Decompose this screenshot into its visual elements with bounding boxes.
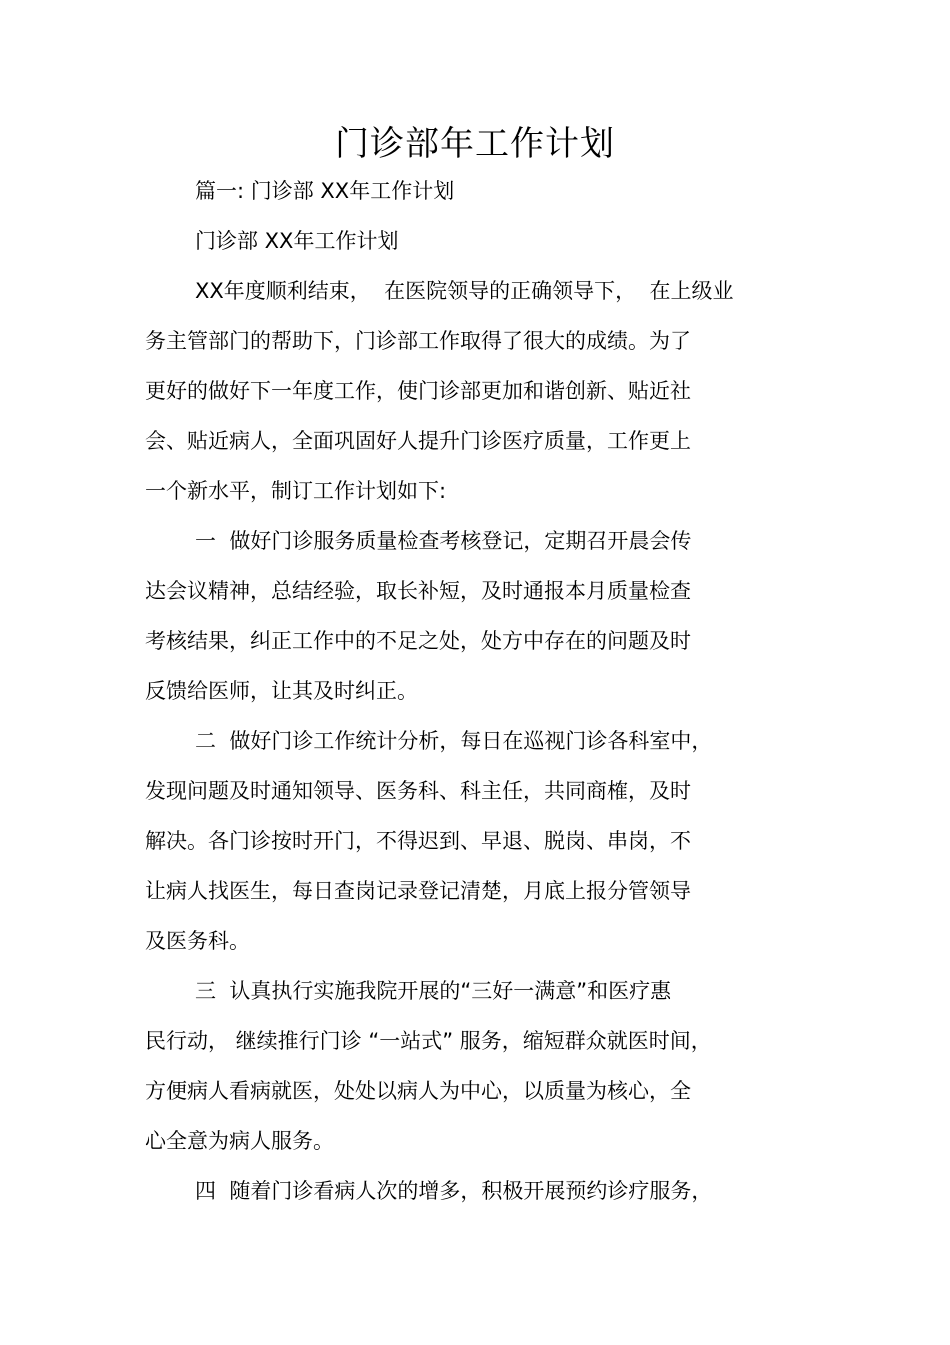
paragraph-line: 考核结果，纠正工作中的不足之处，处方中存在的问题及时 — [145, 629, 691, 653]
paragraph-line: XX年度顺利结束， 在医院领导的正确领导下， 在上级业 — [195, 279, 734, 303]
paragraph-line: 务主管部门的帮助下，门诊部工作取得了很大的成绩。为了 — [145, 329, 691, 353]
paragraph-line: 心全意为病人服务。 — [145, 1129, 334, 1153]
paragraph-line: 二 做好门诊工作统计分析，每日在巡视门诊各科室中， — [195, 729, 713, 753]
paragraph-line: 一 做好门诊服务质量检查考核登记，定期召开晨会传 — [195, 529, 692, 553]
paragraph-line: 会、贴近病人，全面巩固好人提升门诊医疗质量，工作更上 — [145, 429, 691, 453]
subheading: 门诊部 XX年工作计划 — [195, 229, 399, 253]
paragraph-line: 更好的做好下一年度工作，使门诊部更加和谐创新、贴近社 — [145, 379, 691, 403]
section-heading: 篇一: 门诊部 XX年工作计划 — [195, 179, 455, 203]
paragraph-line: 反馈给医师，让其及时纠正。 — [145, 679, 418, 703]
paragraph-line: 发现问题及时通知领导、医务科、科主任，共同商榷，及时 — [145, 779, 691, 803]
paragraph-line: 民行动， 继续推行门诊 “一站式” 服务，缩短群众就医时间， — [145, 1029, 712, 1053]
paragraph-line: 四 随着门诊看病人次的增多，积极开展预约诊疗服务， — [195, 1179, 713, 1203]
paragraph-line: 三 认真执行实施我院开展的“三好一满意”和医疗惠 — [195, 979, 672, 1003]
paragraph-line: 让病人找医生，每日查岗记录登记清楚，月底上报分管领导 — [145, 879, 691, 903]
paragraph-line: 达会议精神，总结经验，取长补短，及时通报本月质量检查 — [145, 579, 691, 603]
paragraph-line: 方便病人看病就医，处处以病人为中心，以质量为核心，全 — [145, 1079, 691, 1103]
paragraph-line: 解决。各门诊按时开门，不得迟到、早退、脱岗、串岗，不 — [145, 829, 691, 853]
paragraph-line: 及医务科。 — [145, 929, 250, 953]
paragraph-line: 一个新水平，制订工作计划如下: — [145, 479, 447, 503]
document-title: 门诊部年工作计划 — [335, 124, 615, 164]
